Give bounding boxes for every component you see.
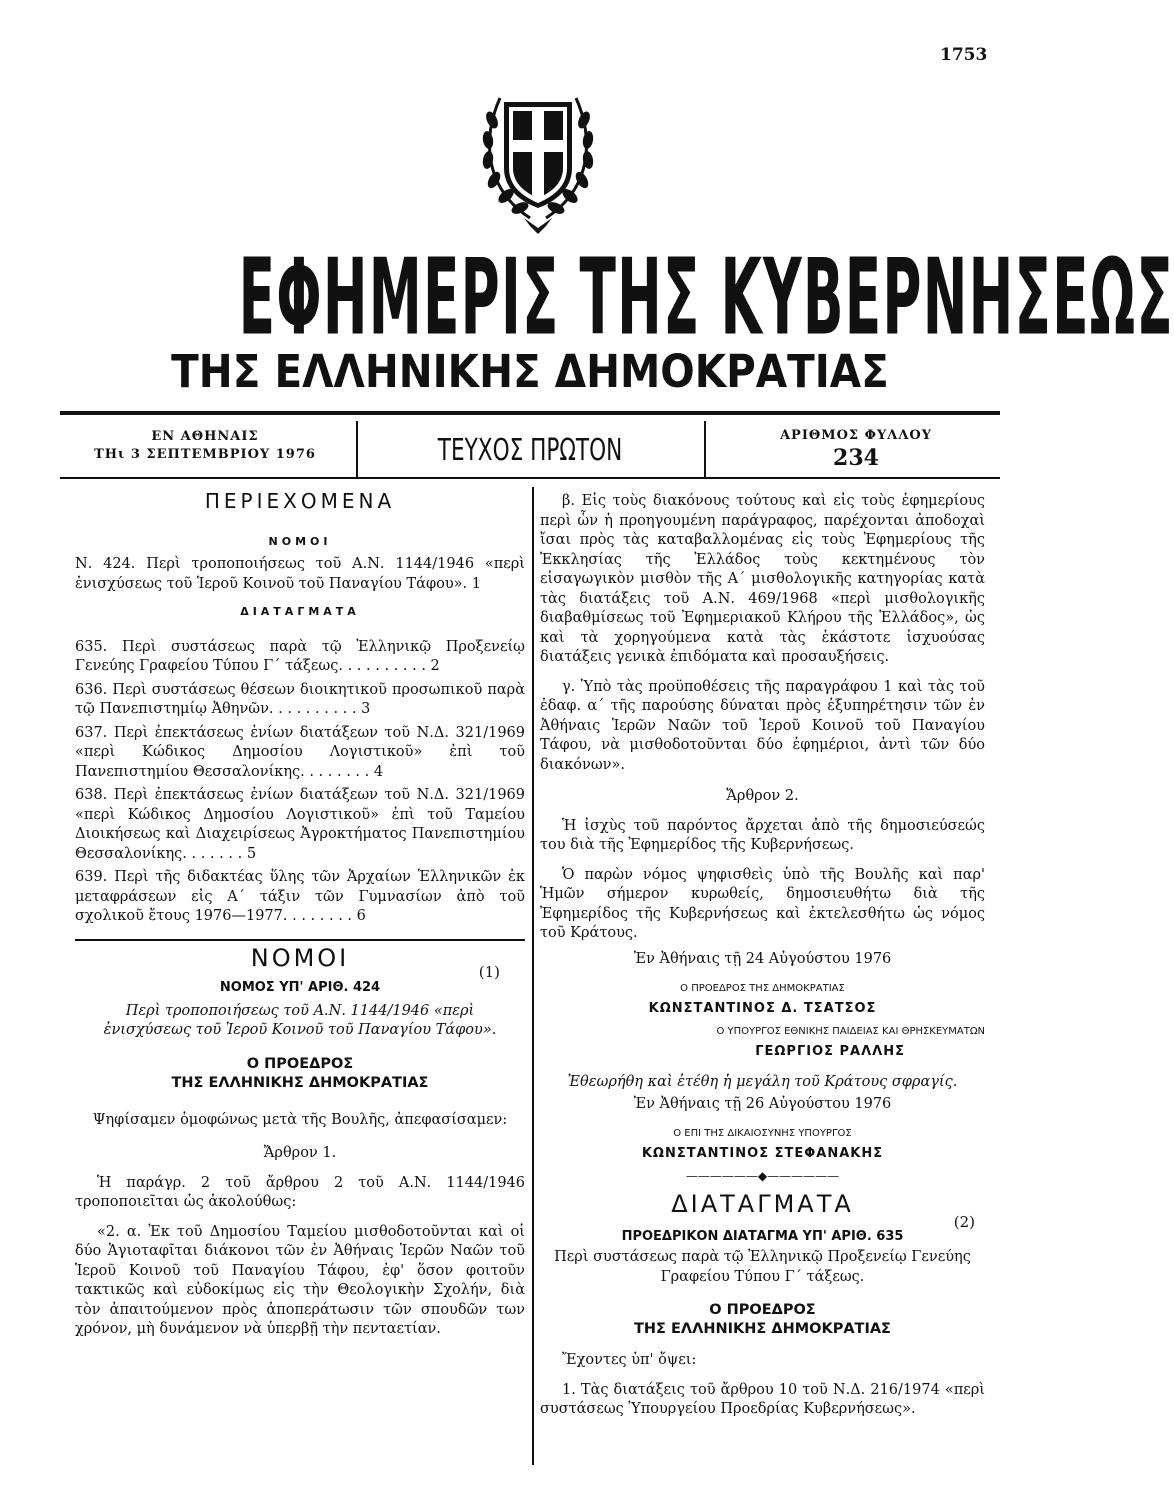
issue-number: 234: [833, 445, 879, 471]
contents-decree-page: 3: [361, 701, 371, 717]
article-1-title: Ἄρθρον 1.: [263, 1145, 337, 1161]
president-line-2: ΤΗΣ ΕΛΛΗΝΙΚΗΣ ΔΗΜΟΚΡΑΤΙΑΣ: [171, 1074, 429, 1091]
law-place-date: Ἐν Ἀθήναις τῇ 24 Αὐγούστου 1976: [633, 950, 892, 967]
law-title: ΝΟΜΟΣ ΥΠ' ΑΡΙΘ. 424: [219, 980, 381, 995]
contents-decree-text: 636. Περὶ συστάσεως θέσεων διοικητικοῦ προσωπικοῦ παρὰ τῷ Πανεπιστημίῳ Ἀθηνῶν.: [75, 681, 525, 717]
minister-name: ΓΕΩΡΓΙΟΣ ΡΑΛΛΗΣ: [755, 1043, 905, 1059]
newspaper-title: ΕΦΗΜΕΡΙΣ ΤΗΣ ΚΥΒΕΡΝΗΣΕΩΣ: [238, 237, 1174, 359]
article-2-text: Ἡ ἰσχὺς τοῦ παρόντος ἄρχεται ἀπὸ τῆς δημοσιεύσεώς του διὰ τῆς Ἐφημερίδος τῆς Κυβερνήσεως.: [540, 817, 985, 853]
contents-decree-page: 4: [373, 763, 384, 780]
law-preamble: Ψηφίσαμεν ὁμοφώνως μετὰ τῆς Βουλῆς, ἀπεφασίσαμεν:: [92, 1111, 508, 1128]
contents-title: ΠΕΡΙΕΧΟΜΕΝΑ: [204, 489, 396, 513]
article-1-intro: Ἡ παράγρ. 2 τοῦ ἄρθρου 2 τοῦ Α.Ν. 1144/1946 τροποποιεῖται ὡς ἀκολούθως:: [75, 1174, 525, 1210]
justice-minister-name: ΚΩΝΣΤΑΝΤΙΝΟΣ ΣΤΕΦΑΝΑΚΗΣ: [641, 1145, 884, 1161]
contents-law-text: Ν. 424. Περὶ τροποποιήσεως τοῦ Α.Ν. 1144/1946 «περὶ ἐνισχύσεως τοῦ Ἱεροῦ Κοινοῦ τοῦ Παναγίου Τάφου».: [75, 556, 525, 592]
decree-title: ΠΡΟΕΔΡΙΚΟΝ ΔΙΑΤΑΓΜΑ ΥΠ' ΑΡΙΘ. 635: [621, 1228, 904, 1244]
contents-law-item: [75, 555, 525, 594]
header-divider-left: [356, 421, 358, 477]
contents-decree-text: 635. Περὶ συστάσεως παρὰ τῷ Ἑλληνικῷ Προξενείῳ Γενεύης Γραφείου Τύπου Γ΄ τάξεως.: [75, 638, 525, 674]
contents-decree-page: 5: [246, 845, 257, 862]
contents-decree-text: 638. Περὶ ἐπεκτάσεως ἐνίων διατάξεων τοῦ Ν.Δ. 321/1969 «περὶ Κώδικος Δημοσίου Λογιστικοῦ» ἐπὶ τοῦ Ταμείου Διοικήσεως καὶ Διαχειρίσεως Ἀγροκτήματος Πανεπιστημίου Θεσσαλονίκης.: [75, 787, 525, 862]
promulgation-text: Ὁ παρὼν νόμος ψηφισθεὶς ὑπὸ τῆς Βουλῆς καὶ παρ' Ἡμῶν σήμερον κυρωθείς, δημοσιευθήτω διὰ τῆς Ἐφημερίδος τῆς Κυβερνήσεως καὶ ἐκτελεσθήτω ὡς νόμος τοῦ Κράτους.: [540, 866, 985, 941]
contents-decree-item: 637. Περὶ ἐπεκτάσεως ἐνίων διατάξεων τοῦ Ν.Δ. 321/1969 «περὶ Κώδικος Δημοσίου Λογιστικοῦ» ἐπὶ τοῦ Πανεπιστημίου Θεσσαλονίκης. . . . . . . . 4: [75, 724, 525, 780]
header-rule-bottom: [60, 477, 1000, 479]
newspaper-subtitle: ΤΗΣ ΕΛΛΗΝΙΚΗΣ ΔΗΜΟΚΡΑΤΙΑΣ: [171, 345, 889, 398]
contents-decree-item: 635. Περὶ συστάσεως παρὰ τῷ Ἑλληνικῷ Προξενείῳ Γενεύης Γραφείου Τύπου Γ΄ τάξεως. . . . . . . . . . 2: [75, 638, 525, 674]
decrees-section-number: (2): [953, 1213, 975, 1231]
president-line-1: Ο ΠΡΟΕΔΡΟΣ: [709, 1302, 816, 1318]
contents-decree-page: 2: [430, 658, 440, 674]
decree-subject: Περὶ συστάσεως παρὰ τῷ Ἑλληνικῷ Προξενείῳ Γενεύης Γραφείου Τύπου Γ΄ τάξεως.: [554, 1249, 971, 1285]
contents-laws-heading: ΝΟΜΟΙ: [268, 534, 332, 548]
issue-place-date: [60, 428, 350, 464]
contents-law-page: 1: [471, 575, 481, 592]
decree-president-heading: [540, 1301, 985, 1339]
section-divider: [75, 939, 525, 941]
president-line-2: ΤΗΣ ΕΛΛΗΝΙΚΗΣ ΔΗΜΟΚΡΑΤΙΑΣ: [634, 1321, 891, 1337]
laws-section-header: [75, 943, 525, 981]
header-divider-right: [704, 421, 706, 477]
coat-of-arms-icon: [478, 68, 598, 236]
issue-volume: ΤΕΥΧΟΣ ΠΡΩΤΟΝ: [437, 433, 623, 468]
president-name: ΚΩΝΣΤΑΝΤΙΝΟΣ Δ. ΤΣΑΤΣΟΣ: [648, 1000, 877, 1016]
contents-decree-item: 638. Περὶ ἐπεκτάσεως ἐνίων διατάξεων τοῦ Ν.Δ. 321/1969 «περὶ Κώδικος Δημοσίου Λογιστικοῦ» ἐπὶ τοῦ Ταμείου Διοικήσεως καὶ Διαχειρίσεως Ἀγροκτήματος Πανεπιστημίου Θεσσαλονίκης. . . . . . . 5: [75, 787, 525, 862]
contents-decree-text: 637. Περὶ ἐπεκτάσεως ἐνίων διατάξεων τοῦ Ν.Δ. 321/1969 «περὶ Κώδικος Δημοσίου Λογιστικοῦ» ἐπὶ τοῦ Πανεπιστημίου Θεσσαλονίκης.: [75, 724, 525, 780]
article-1-para-b: β. Εἰς τοὺς διακόνους τούτους καὶ εἰς τοὺς ἐφημερίους περὶ ὧν ἡ προηγουμένη παράγραφος, παρέχονται ἀποδοχαὶ ἴσαι πρὸς τὰς καταβαλλομένας εἰς τοὺς Ἐφημερίους τῆς Ἐκκλησίας τῆς Ἑλλάδος τοὺς κεκτημένους τὸν εἰσαγωγικὸν μισθὸν τῆς Α΄ μισθολογικῆς κατηγορίας κατὰ τὰς διατάξεις τοῦ Α.Ν. 469/1968 «περὶ μισθολογικῆς διαβαθμίσεως τοῦ Ἐφημεριακοῦ Κλήρου τῆς Ἑλλάδος», ὡς καὶ τὰ χορηγούμενα κατὰ τὰς ἑκάστοτε ἰσχυούσας διατάξεις γενικὰ ἐπιδόματα καὶ προσαυξήσεις.: [540, 493, 985, 665]
decree-considering: Ἔχοντες ὑπ' ὄψει:: [562, 1352, 697, 1368]
right-column: [540, 492, 985, 1420]
president-line-1: Ο ΠΡΟΕΔΡΟΣ: [246, 1055, 354, 1072]
column-separator: [532, 487, 534, 1465]
issue-place: ΕΝ ΑΘΗΝΑΙΣ: [151, 429, 259, 444]
president-caption: Ο ΠΡΟΕΔΡΟΣ ΤΗΣ ΔΗΜΟΚΡΑΤΙΑΣ: [680, 983, 845, 994]
contents-decree-item: 639. Περὶ τῆς διδακτέας ὕλης τῶν Ἀρχαίων Ἑλληνικῶν ἐκ μεταφράσεων εἰς Α΄ τάξιν τῶν Γυμνασίων ἀπὸ τοῦ σχολικοῦ ἔτους 1976—1977. . . . . . . . 6: [75, 869, 525, 924]
issue-number-label: ΑΡΙΘΜΟΣ ΦΥΛΛΟΥ: [779, 428, 933, 443]
seal-place-date: Ἐν Ἀθήναις τῇ 26 Αὐγούστου 1976: [633, 1095, 892, 1112]
bullet-ornament-icon: ——————◆——————: [685, 1169, 840, 1183]
laws-section-title: ΝΟΜΟΙ: [250, 943, 350, 972]
decree-item-1: 1. Τὰς διατάξεις τοῦ ἄρθρου 10 τοῦ Ν.Δ. 216/1974 «περὶ συστάσεως Ὑπουργείου Προεδρίας Κυβερνήσεως».: [540, 1381, 985, 1417]
contents-decrees-heading: ΔΙΑΤΑΓΜΑΤΑ: [240, 605, 360, 618]
article-1-para-c: γ. Ὑπὸ τὰς προϋποθέσεις τῆς παραγράφου 1 καὶ τὰς τοῦ ἐδαφ. α΄ τῆς παρούσης δύναται πρὸς ἐξυπηρέτησιν τῶν ἐν Ἀθήναις Ἱερῶν Ναῶν τοῦ Ἱεροῦ Κοινοῦ τοῦ Παναγίου Τάφου, νὰ μισθοδοτοῦνται δύο ἐφημέριοι, ἀντὶ τῶν δύο διακόνων».: [540, 678, 985, 773]
seal-note: Ἐθεωρήθη καὶ ἐτέθη ἡ μεγάλη τοῦ Κράτους σφραγίς.: [567, 1074, 958, 1090]
law-subject: Περὶ τροποποιήσεως τοῦ Α.Ν. 1144/1946 «περὶ ἐνισχύσεως τοῦ Ἱεροῦ Κοινοῦ τοῦ Παναγίου Τάφου».: [103, 1002, 497, 1038]
article-2-title: Ἄρθρον 2.: [726, 788, 799, 804]
minister-caption: Ο ΥΠΟΥΡΓΟΣ ΕΘΝΙΚΗΣ ΠΑΙΔΕΙΑΣ ΚΑΙ ΘΡΗΣΚΕΥΜΑΤΩΝ: [716, 1026, 985, 1037]
laws-section-number: (1): [478, 962, 500, 981]
issue-date: ΤΗι 3 ΣΕΠΤΕΜΒΡΙΟΥ 1976: [94, 447, 316, 462]
contents-decree-page: 6: [356, 908, 366, 924]
page-number: 1753: [940, 45, 988, 65]
contents-decree-text: 639. Περὶ τῆς διδακτέας ὕλης τῶν Ἀρχαίων Ἑλληνικῶν ἐκ μεταφράσεων εἰς Α΄ τάξιν τῶν Γυμνασίων ἀπὸ τοῦ σχολικοῦ ἔτους 1976—1977.: [75, 869, 525, 924]
decrees-section-title: ΔΙΑΤΑΓΜΑΤΑ: [671, 1190, 854, 1218]
article-1-para-a: «2. α. Ἐκ τοῦ Δημοσίου Ταμείου μισθοδοτοῦνται καὶ οἱ δύο Ἁγιοταφῖται διάκονοι τῶν ἐν Ἀθήναις Ἱερῶν Ναῶν τοῦ Ἱεροῦ Κοινοῦ τοῦ Παναγίου Τάφου, ἐφ' ὅσον φοιτοῦν τακτικῶς καὶ εὐδοκίμως εἰς τὴν Θεολογικὴν Σχολήν, διὰ τὸν ἀπαιτούμενον πρὸς ἀποπεράτωσιν τῶν σπουδῶν των χρόνον, μὴ δυνάμενον νὰ ὑπερβῇ τὴν πενταετίαν.: [75, 1223, 525, 1337]
decrees-section-header: [540, 1190, 985, 1231]
law-president-heading: [75, 1055, 525, 1093]
header-rule-top: [60, 411, 1000, 415]
left-column: [75, 489, 525, 1340]
contents-decree-item: 636. Περὶ συστάσεως θέσεων διοικητικοῦ προσωπικοῦ παρὰ τῷ Πανεπιστημίῳ Ἀθηνῶν. . . . . . . . . . 3: [75, 681, 525, 717]
justice-minister-caption: Ο ΕΠΙ ΤΗΣ ΔΙΚΑΙΟΣΥΝΗΣ ΥΠΟΥΡΓΟΣ: [673, 1128, 852, 1139]
